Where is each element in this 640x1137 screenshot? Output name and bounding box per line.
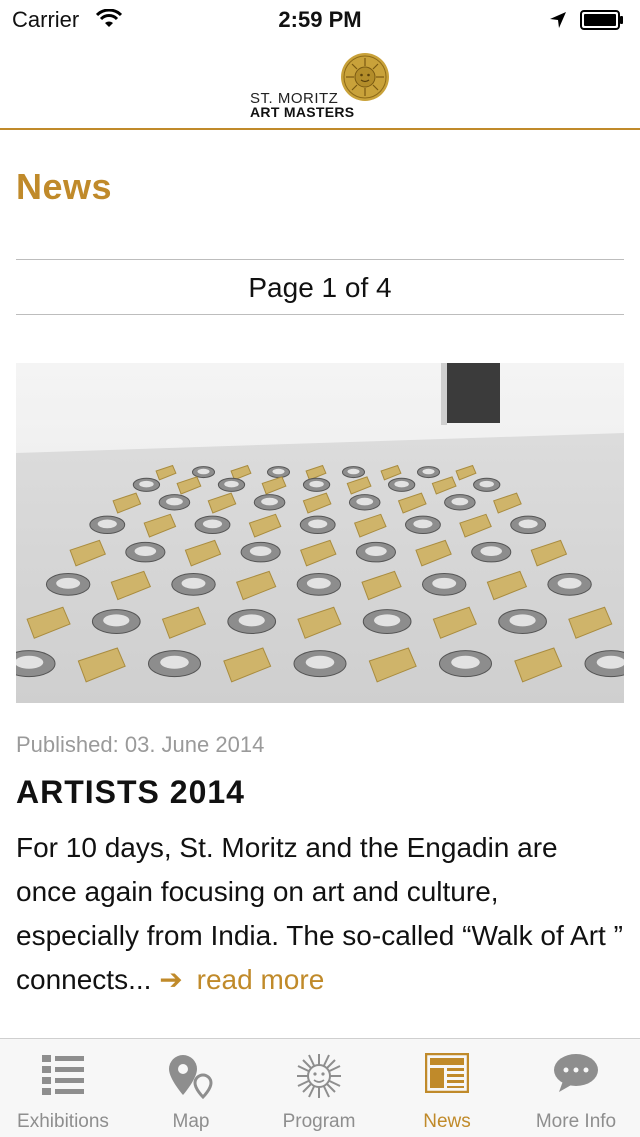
app-header xyxy=(0,40,640,130)
article-title[interactable]: ARTISTS 2014 xyxy=(16,774,245,810)
arrow-right-icon: ➔ xyxy=(159,964,183,995)
tab-label: Map xyxy=(172,1111,210,1132)
tab-label: Exhibitions xyxy=(17,1111,109,1132)
list-icon xyxy=(42,1053,84,1095)
location-arrow-icon xyxy=(548,10,568,30)
pager[interactable] xyxy=(16,259,624,315)
article-image[interactable] xyxy=(16,363,624,703)
map-pin-icon xyxy=(167,1053,215,1099)
newspaper-icon xyxy=(425,1053,469,1093)
tab-more-info[interactable] xyxy=(512,1039,640,1137)
chat-bubble-icon xyxy=(553,1053,599,1093)
clock: 2:59 PM xyxy=(278,7,362,32)
article-excerpt-text: For 10 days, St. Moritz and the Engadin are once again focusing on art and culture, especially from India. The so-called “Walk of Art ” connects... xyxy=(16,832,623,995)
tab-label: Program xyxy=(282,1111,356,1132)
battery-icon xyxy=(580,10,624,30)
tab-exhibitions[interactable] xyxy=(0,1039,126,1137)
tab-news[interactable] xyxy=(384,1039,510,1137)
sun-emblem-icon xyxy=(340,52,390,102)
status-bar xyxy=(0,0,640,40)
read-more-label: read more xyxy=(196,964,325,995)
read-more-link[interactable] xyxy=(159,964,324,995)
tab-map[interactable] xyxy=(128,1039,254,1137)
logo-line-2: ART MASTERS xyxy=(250,104,355,120)
tab-label: News xyxy=(423,1111,471,1132)
sun-icon xyxy=(296,1053,342,1099)
article-excerpt xyxy=(16,826,624,1002)
published-date: Published: 03. June 2014 xyxy=(16,732,265,757)
page-title: News xyxy=(16,166,113,207)
logo xyxy=(250,52,390,118)
carrier-label: Carrier xyxy=(12,7,80,32)
tab-label: More Info xyxy=(535,1111,617,1132)
tab-program[interactable] xyxy=(256,1039,382,1137)
pager-label: Page 1 of 4 xyxy=(248,272,392,303)
tab-bar xyxy=(0,1038,640,1137)
logo-line-1: ST. MORITZ xyxy=(250,90,339,107)
